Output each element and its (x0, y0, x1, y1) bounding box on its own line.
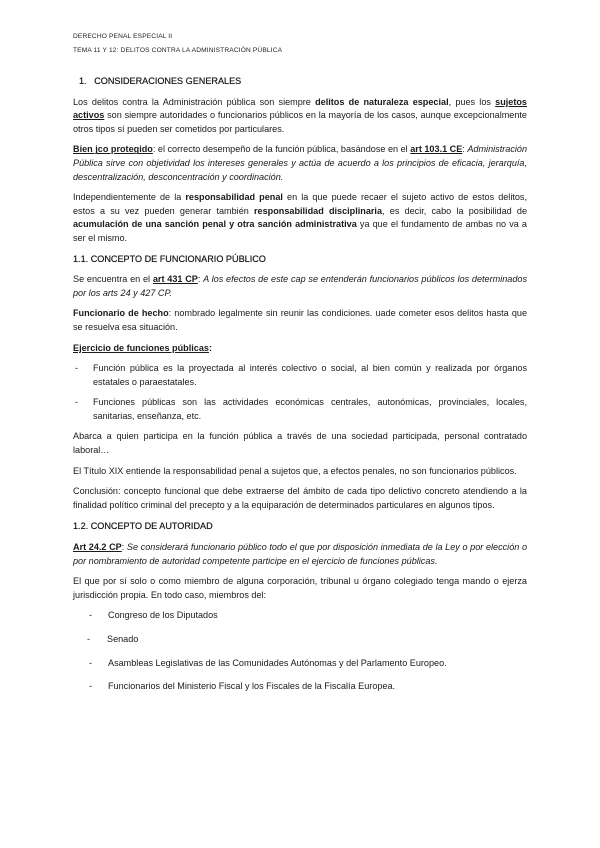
document-body (73, 73, 527, 704)
paragraph-responsabilidad: Independientemente de la responsabilidad penal en la que puede recaer el sujeto activo de estos delitos, estos a su vez pueden generar también responsabilidad disciplinaria, es decir, cabo la posibilidad de acumulación de una sanción penal y otra sanción administrativa ya que el fundamento de ambas no va a ser el mismo. (73, 192, 528, 243)
list-item: - Congreso de los Diputados (89, 610, 218, 621)
section-1-heading: 1. CONSIDERACIONES GENERALES (79, 76, 242, 86)
list-item: - Función pública es la proyectada al interés colectivo o social, al bien común y realizada por órganos estatales o paraestatales. (75, 363, 527, 387)
header-topic: TEMA 11 Y 12: DELITOS CONTRA LA ADMINISTRACIÓN PÚBLICA (73, 47, 283, 54)
paragraph-bien-juridico: Bien jco protegido: el correcto desempeño de la función pública, basándose en el art 103.1 CE: Administración Pública sirve con objetividad los intereses generales y actúa de acuerdo a los principios de eficacia, jerarquía, descentralización, desconcentración y coordinación. (73, 144, 527, 182)
list-item: - Asambleas Legislativas de las Comunidades Autónomas y del Parlamento Europeo. (89, 657, 447, 668)
paragraph-abarca: Abarca a quien participa en la función pública a través de una sociedad participada, personal contratado laboral… (73, 431, 527, 456)
header-subject: DERECHO PENAL ESPECIAL II (73, 33, 173, 40)
list-item: - Funcionarios del Ministerio Fiscal y los Fiscales de la Fiscalía Europea. (89, 681, 396, 692)
paragraph-art-431: Se encuentra en el art 431 CP: A los efectos de este cap se entenderán funcionarios públicos los determinados por los arts 24 y 427 CP. (73, 274, 528, 298)
paragraph-funcionario-hecho: Funcionario de hecho: nombrado legalmente sin reunir las condiciones. uade cometer esos delitos hasta que se resuelva esa situación. (73, 308, 528, 332)
funciones-publicas-list (73, 362, 527, 423)
paragraph-autoridad: El que por sí solo o como miembro de alguna corporación, tribunal u órgano colegiado tenga mando o ejerza jurisdicción propia. En todo caso, miembros del: (73, 576, 527, 600)
miembros-list (73, 609, 527, 693)
list-item: - Funciones públicas son las actividades económicas centrales, autonómicas, provinciales, locales, sanitarias, enseñanza, etc. (75, 397, 527, 421)
paragraph-ejercicio-funciones: Ejercicio de funciones públicas: (73, 342, 212, 353)
paragraph-conclusion: Conclusión: concepto funcional que debe extraerse del ámbito de cada tipo delictivo concreto atendiendo a la finalidad político criminal del precepto y a la equiparación de determinados particulares en algunos tipos. (73, 486, 527, 510)
paragraph-intro: Los delitos contra la Administración pública son siempre delitos de naturaleza especial, pues los sujetos activos son siempre autoridades o funcionarios públicos en la mayoría de los casos, aunque excepcionalmente otros tipos sí pueden ser cometidos por particulares. (73, 96, 527, 134)
paragraph-art-24: Art 24.2 CP: Se considerará funcionario público todo el que por disposición inmediata de la Ley o por elección o por nombramiento de autoridad competente participe en el ejercicio de funciones públicas. (73, 542, 528, 566)
paragraph-titulo-xix: El Título XIX entiende la responsabilidad penal a sujetos que, a efectos penales, no son funcionarios públicos. (73, 465, 517, 476)
section-1-2-heading: 1.2. CONCEPTO DE AUTORIDAD (73, 521, 213, 532)
section-1-1-heading: 1.1. CONCEPTO DE FUNCIONARIO PÚBLICO (73, 253, 266, 264)
list-item: - Senado (87, 634, 139, 644)
